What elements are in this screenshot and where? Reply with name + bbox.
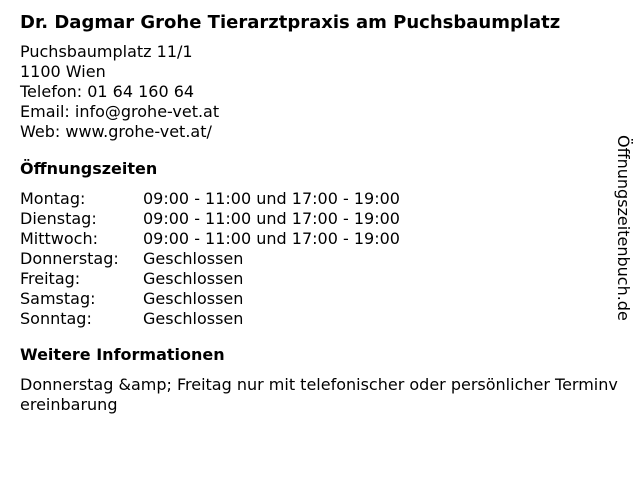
hours-time: 09:00 - 11:00 und 17:00 - 19:00	[143, 229, 400, 248]
hours-row-thursday	[20, 249, 620, 269]
further-info-text: Donnerstag &amp; Freitag nur mit telefonischer oder persönlicher Terminvereinbarung	[20, 375, 618, 414]
hours-time: 09:00 - 11:00 und 17:00 - 19:00	[143, 209, 400, 228]
hours-row-sunday	[20, 309, 620, 329]
hours-day: Mittwoch:	[20, 229, 98, 248]
phone-line: Telefon: 01 64 160 64	[20, 82, 195, 101]
contact-block	[20, 42, 620, 142]
hours-row-friday	[20, 269, 620, 289]
further-info-heading: Weitere Informationen	[20, 345, 225, 364]
hours-day: Montag:	[20, 189, 86, 208]
hours-row-monday	[20, 189, 620, 209]
address-city: 1100 Wien	[20, 62, 106, 81]
hours-day: Freitag:	[20, 269, 81, 288]
web-line: Web: www.grohe-vet.at/	[20, 122, 212, 141]
hours-day: Sonntag:	[20, 309, 92, 328]
hours-time: Geschlossen	[143, 309, 244, 328]
hours-time: Geschlossen	[143, 269, 244, 288]
hours-row-saturday	[20, 289, 620, 309]
hours-row-tuesday	[20, 209, 620, 229]
practice-card	[20, 10, 620, 415]
hours-day: Samstag:	[20, 289, 96, 308]
email-line: Email: info@grohe-vet.at	[20, 102, 220, 121]
opening-hours-heading: Öffnungszeiten	[20, 159, 158, 178]
hours-time: Geschlossen	[143, 289, 244, 308]
hours-time: Geschlossen	[143, 249, 244, 268]
hours-row-wednesday	[20, 229, 620, 249]
practice-title: Dr. Dagmar Grohe Tierarztpraxis am Puchsbaumplatz	[20, 12, 561, 33]
opening-hours-table	[20, 189, 620, 329]
hours-day: Donnerstag:	[20, 249, 119, 268]
hours-day: Dienstag:	[20, 209, 97, 228]
brand-watermark: Öffnungszeitenbuch.de	[614, 135, 633, 321]
address-street: Puchsbaumplatz 11/1	[20, 42, 193, 61]
hours-time: 09:00 - 11:00 und 17:00 - 19:00	[143, 189, 400, 208]
